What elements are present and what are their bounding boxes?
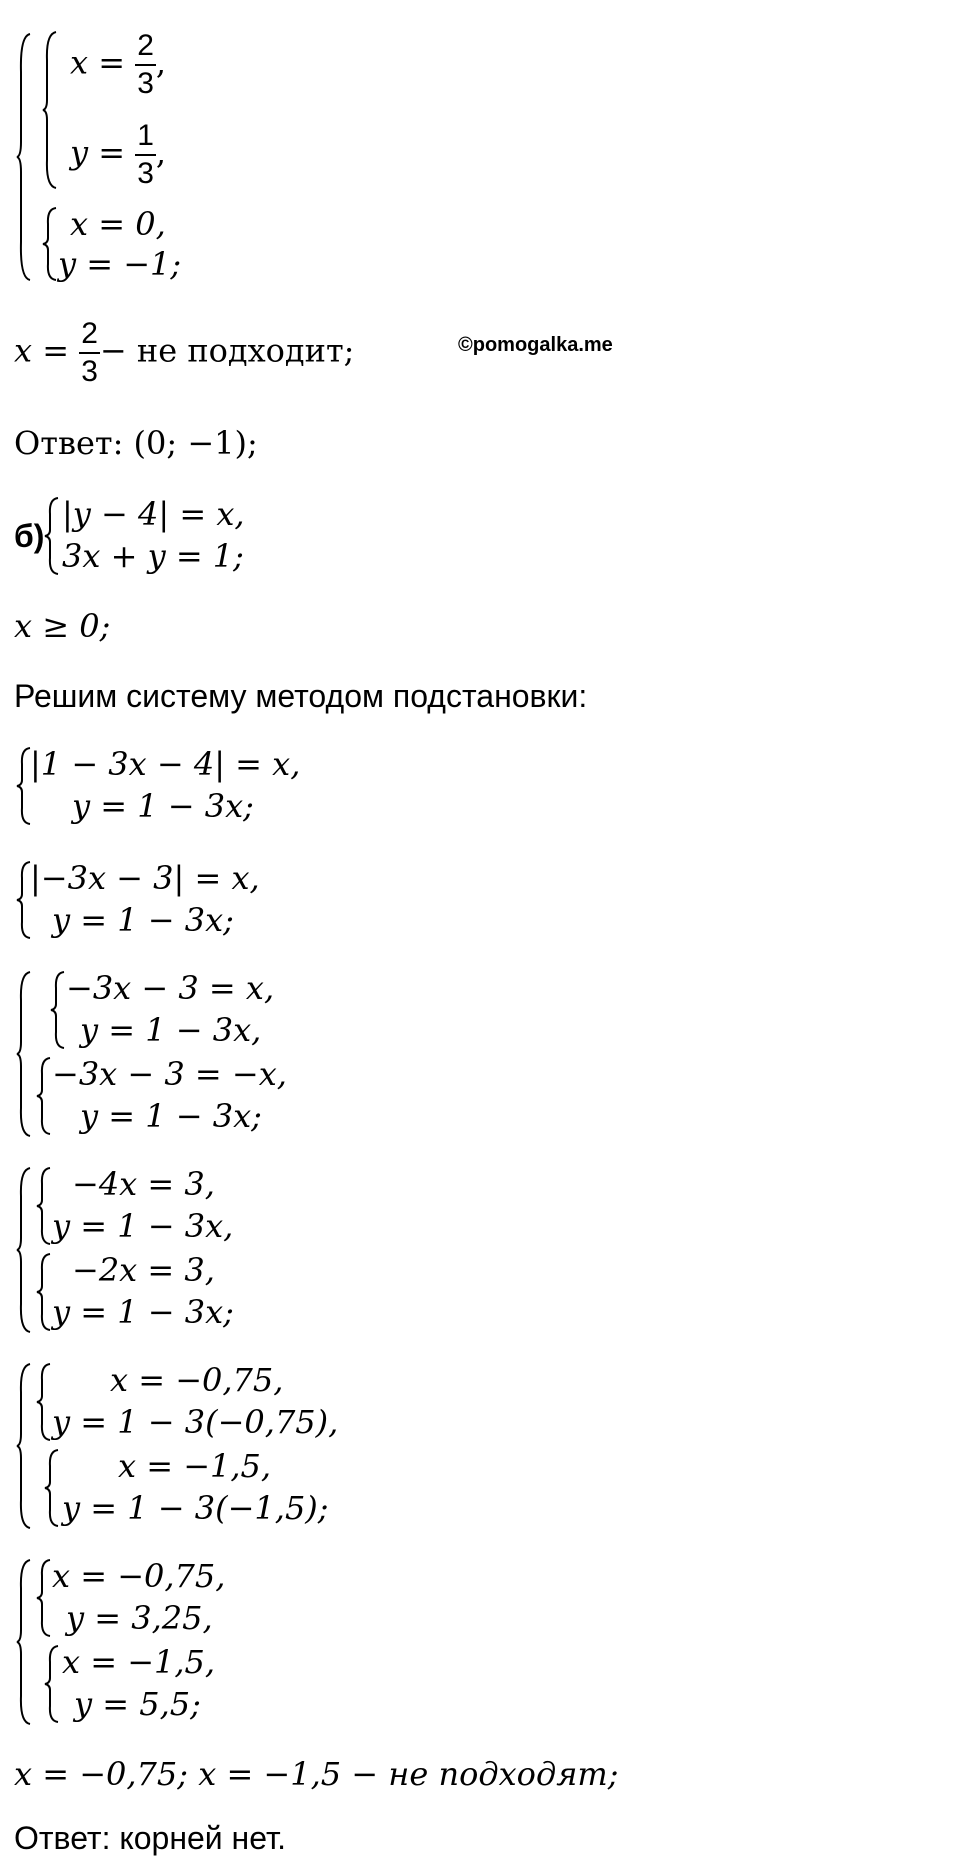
- system-a-line-2: y = $\frac{1}{3}$ ,: [70, 119, 167, 190]
- given-line-1: |y − 4| = x,: [62, 495, 245, 533]
- outer-brace-step3: [16, 970, 32, 1138]
- step6-line-2: y = 3,25,: [66, 1599, 213, 1637]
- condition: x ≥ 0;: [14, 607, 111, 645]
- step2-line-1: |−3x − 3| = x,: [30, 859, 260, 897]
- step6-line-3: x = −1,5,: [62, 1643, 216, 1681]
- fraction-two-thirds-reject: $\frac{2}{3}$: [81, 317, 98, 388]
- step4-line-2: y = 1 − 3x,: [52, 1207, 234, 1245]
- inner-brace-step6-2: [44, 1644, 60, 1724]
- step6-line-4: y = 5,5;: [74, 1685, 201, 1723]
- step4-line-4: y = 1 − 3x;: [52, 1293, 234, 1331]
- inner-brace-1: [42, 30, 58, 190]
- watermark: ©pomogalka.me: [458, 334, 613, 356]
- inner-brace-step5-1: [36, 1362, 52, 1442]
- system-a-line-3: x = 0,: [70, 205, 166, 243]
- answer-a: Ответ: (0; −1);: [14, 424, 258, 462]
- step3-line-3: −3x − 3 = −x,: [52, 1055, 287, 1093]
- inner-brace-step3-1: [50, 970, 66, 1050]
- outer-brace: [16, 32, 32, 282]
- outer-brace-step6: [16, 1558, 32, 1726]
- fraction-one-third: $\frac{1}{3}$: [137, 119, 154, 190]
- step3-line-1: −3x − 3 = x,: [66, 969, 275, 1007]
- step3-line-2: y = 1 − 3x,: [80, 1011, 262, 1049]
- inner-brace-step6-1: [36, 1558, 52, 1638]
- step1-line-1: |1 − 3x − 4| = x,: [30, 745, 301, 783]
- step6-line-1: x = −0,75,: [52, 1557, 226, 1595]
- inner-brace-step4-2: [36, 1252, 52, 1332]
- part-b-label: б): [14, 518, 45, 554]
- system-a-line-4: y = −1;: [58, 245, 182, 283]
- inner-brace-step4-1: [36, 1166, 52, 1246]
- method-text: Решим систему методом подстановки:: [14, 678, 588, 714]
- outer-brace-step5: [16, 1362, 32, 1530]
- given-line-2: 3x + y = 1;: [62, 537, 244, 575]
- step1-line-2: y = 1 − 3x;: [72, 787, 254, 825]
- system-a-line-1: x = $\frac{2}{3}$ ,: [70, 29, 167, 100]
- inner-brace-step3-2: [36, 1056, 52, 1136]
- step4-line-1: −4x = 3,: [72, 1165, 215, 1203]
- step2-line-2: y = 1 − 3x;: [52, 901, 234, 939]
- step5-line-4: y = 1 − 3(−1,5);: [62, 1489, 329, 1527]
- fraction-two-thirds: $\frac{2}{3}$: [137, 29, 154, 100]
- step5-line-3: x = −1,5,: [118, 1447, 272, 1485]
- step5-line-2: y = 1 − 3(−0,75),: [52, 1403, 339, 1441]
- reject-line-b: x = −0,75; x = −1,5 − не подходят;: [14, 1755, 619, 1793]
- reject-line-a: x = $\frac{2}{3}$ − не подходит;: [14, 317, 355, 388]
- outer-brace-step4: [16, 1166, 32, 1334]
- inner-brace-step5-2: [44, 1448, 60, 1528]
- step4-line-3: −2x = 3,: [72, 1251, 215, 1289]
- step5-line-1: x = −0,75,: [110, 1361, 284, 1399]
- step3-line-4: y = 1 − 3x;: [80, 1097, 262, 1135]
- brace-given: [44, 496, 60, 576]
- answer-b: Ответ: корней нет.: [14, 1820, 286, 1856]
- inner-brace-2: [42, 206, 58, 282]
